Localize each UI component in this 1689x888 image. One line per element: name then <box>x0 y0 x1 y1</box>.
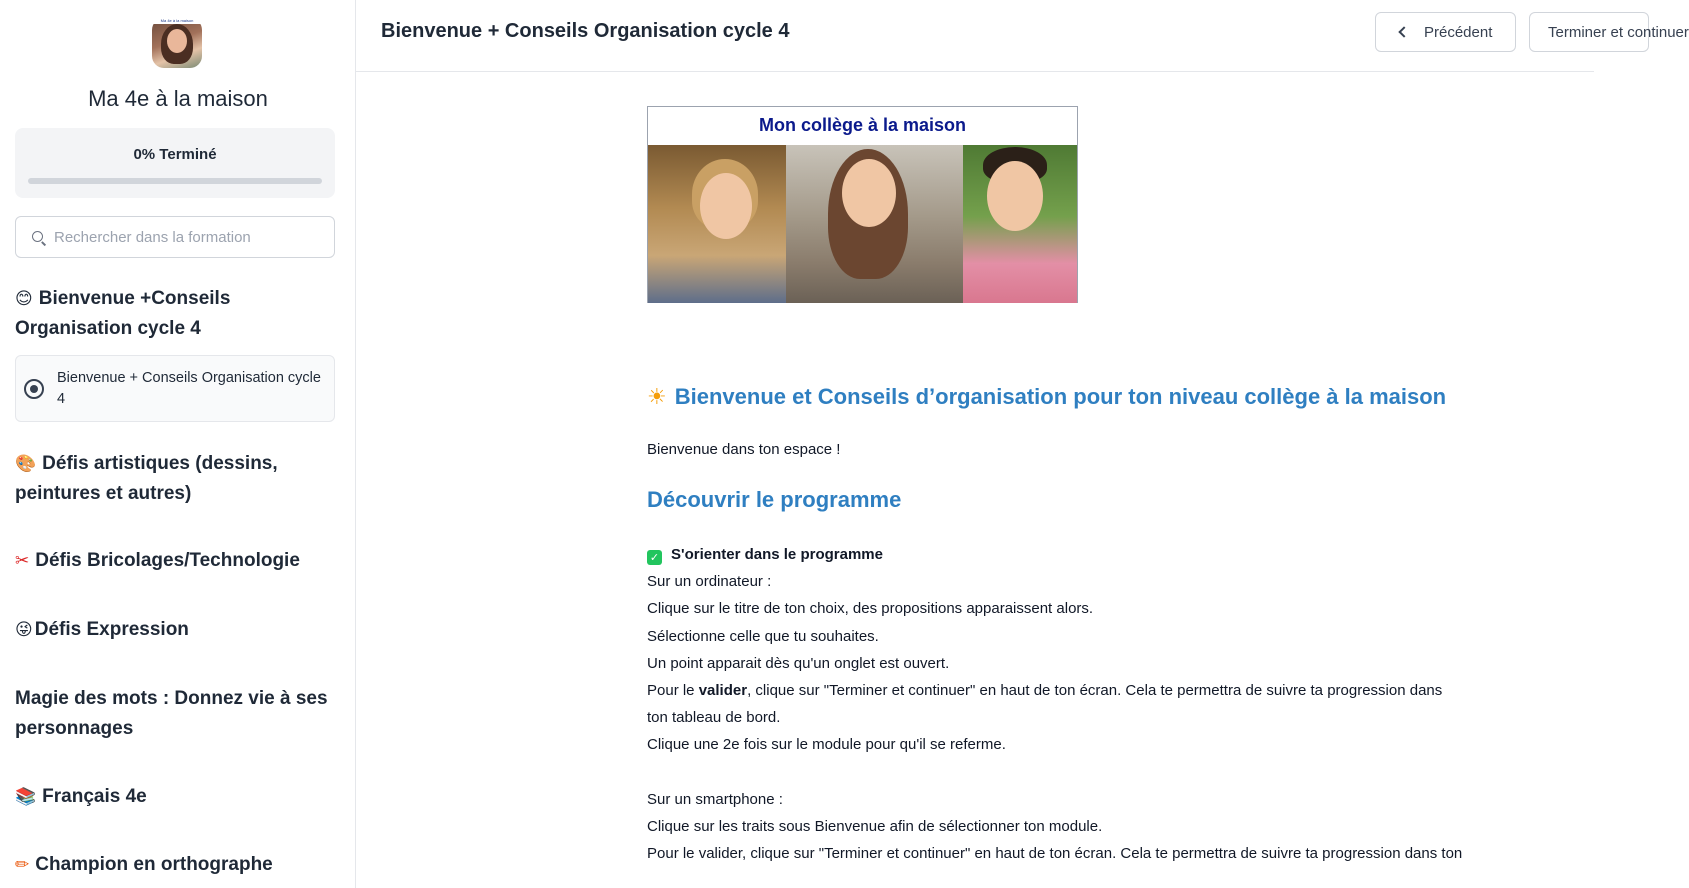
section-subheading: Découvrir le programme <box>647 487 902 512</box>
student-photo-girl <box>786 145 963 303</box>
section-title: Champion en orthographe <box>35 854 273 875</box>
scissors-icon: ✂ <box>15 551 30 571</box>
text-line: ton tableau de bord. <box>647 709 781 727</box>
lesson-heading <box>647 384 1446 410</box>
smile-icon: 😊 <box>15 289 33 309</box>
section-title: Français 4e <box>42 786 147 807</box>
search-input[interactable] <box>54 226 324 248</box>
course-sidebar <box>0 0 356 888</box>
student-photo-teen <box>963 145 1077 303</box>
section-title: Défis Bricolages/Technologie <box>35 550 300 571</box>
progress-card <box>15 128 335 198</box>
avatar-caption: Ma 4e à la maison <box>152 18 202 24</box>
section-magie-des-mots[interactable] <box>15 684 345 744</box>
text-bold: valider <box>698 682 748 700</box>
text-line: Pour le valider, clique sur "Terminer et continuer" en haut de ton écran. Cela te permettra de suivre ta progression dans ton <box>647 845 1463 863</box>
pencil-icon: ✏ <box>15 855 30 875</box>
course-avatar <box>152 18 202 68</box>
section-title: Défis Expression <box>34 619 189 640</box>
blank-line <box>647 759 1537 786</box>
banner-title: Mon collège à la maison <box>758 115 967 135</box>
section-title: Magie des mots : Donnez vie à ses personnages <box>15 688 328 739</box>
course-title: Ma 4e à la maison <box>88 86 268 111</box>
section-defis-artistiques[interactable] <box>15 449 345 509</box>
progress-label: 0% Terminé <box>133 146 217 163</box>
sun-icon: ☀ <box>647 385 667 410</box>
complete-continue-button[interactable] <box>1529 12 1689 52</box>
check-mark-icon: ✓ <box>647 550 662 565</box>
text-line: Sélectionne celle que tu souhaites. <box>647 627 879 645</box>
section-defis-expression[interactable] <box>15 615 345 645</box>
radio-dot-icon <box>24 379 44 399</box>
lesson-label: Bienvenue + Conseils Organisation cycle 4 <box>57 370 321 407</box>
search-icon <box>32 231 43 242</box>
orient-title <box>647 541 1537 568</box>
complete-continue-label: Terminer et continuer <box>1548 24 1689 41</box>
lesson-header <box>356 0 1689 72</box>
text-line: Clique sur les traits sous Bienvenue afin de sélectionner ton module. <box>647 818 1103 836</box>
text-line: Clique une 2e fois sur le module pour qu'il se referme. <box>647 736 1006 754</box>
text-line: Sur un ordinateur : <box>647 573 772 591</box>
instructions-text <box>647 541 1537 867</box>
section-title: Bienvenue +Conseils Organisation cycle 4 <box>15 288 231 339</box>
lesson-heading-text: Bienvenue et Conseils d’organisation pour ton niveau collège à la maison <box>674 384 1447 409</box>
section-defis-bricolages[interactable] <box>15 546 345 576</box>
winking-face-icon: 😜 <box>15 620 33 640</box>
text-line: Clique sur le titre de ton choix, des propositions apparaissent alors. <box>647 600 1094 618</box>
search-box[interactable] <box>15 216 335 258</box>
chevron-left-icon <box>1398 26 1409 37</box>
books-icon: 📚 <box>15 787 37 807</box>
palette-icon: 🎨 <box>15 454 37 474</box>
text-span: , clique sur "Terminer et continuer" en haut de ton écran. Cela te permettra de suivre ta progression dans <box>747 682 1443 700</box>
previous-button[interactable] <box>1375 12 1516 52</box>
section-francais-4e[interactable] <box>15 782 345 812</box>
text-line <box>647 677 1537 704</box>
text-line: Sur un smartphone : <box>647 790 783 808</box>
page-title: Bienvenue + Conseils Organisation cycle 4 <box>381 20 790 42</box>
text-line: Un point apparait dès qu'un onglet est ouvert. <box>647 654 950 672</box>
welcome-text: Bienvenue dans ton espace ! <box>647 441 841 458</box>
section-bienvenue[interactable] <box>15 284 345 344</box>
orient-title-text: S'orienter dans le programme <box>671 546 883 563</box>
section-title: Défis artistiques (dessins, peintures et autres) <box>15 453 278 504</box>
lesson-item-current[interactable] <box>15 355 335 422</box>
banner-image <box>647 106 1078 303</box>
progress-bar <box>28 178 322 184</box>
previous-label: Précédent <box>1424 24 1493 41</box>
section-champion-orthographe[interactable] <box>15 850 345 880</box>
text-span: Pour le <box>647 682 699 700</box>
student-photo-boy <box>648 145 786 303</box>
